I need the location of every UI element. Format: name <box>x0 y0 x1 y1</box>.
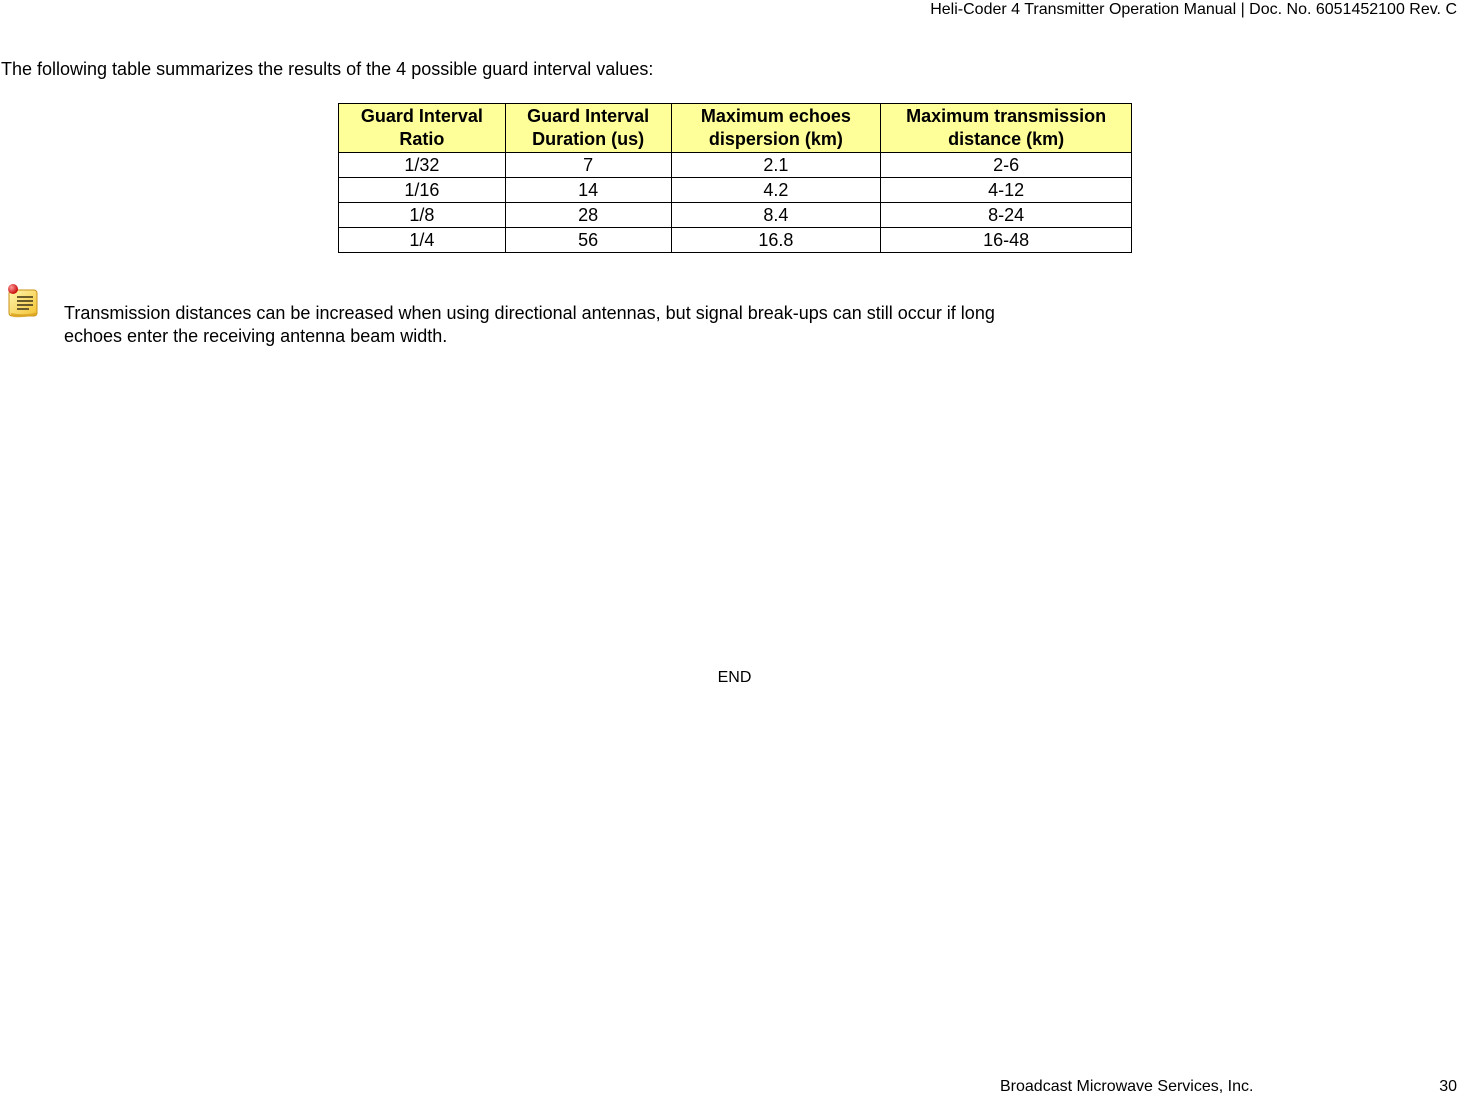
table-cell: 2.1 <box>671 153 881 178</box>
table-cell: 7 <box>505 153 671 178</box>
table-cell: 16-48 <box>881 228 1132 253</box>
table-cell: 8-24 <box>881 203 1132 228</box>
table-cell: 4.2 <box>671 178 881 203</box>
table-cell: 2-6 <box>881 153 1132 178</box>
footer-company: Broadcast Microwave Services, Inc. <box>1000 1078 1254 1095</box>
note-icon <box>6 282 40 320</box>
table-header-row <box>339 104 1132 153</box>
table-row <box>339 228 1132 253</box>
column-header-echo-dispersion: Maximum echoes dispersion (km) <box>671 104 881 153</box>
column-header-ratio: Guard Interval Ratio <box>339 104 506 153</box>
column-header-duration: Guard Interval Duration (us) <box>505 104 671 153</box>
table-cell: 14 <box>505 178 671 203</box>
table-cell: 1/32 <box>339 153 506 178</box>
table-cell: 28 <box>505 203 671 228</box>
end-marker: END <box>717 669 752 686</box>
table-cell: 4-12 <box>881 178 1132 203</box>
page-number: 30 <box>1439 1078 1457 1095</box>
table-row <box>339 203 1132 228</box>
intro-paragraph: The following table summarizes the results of the 4 possible guard interval values: <box>1 59 654 79</box>
note-text: Transmission distances can be increased when using directional antennas, but signal break-ups can still occur if long echoes enter the receiving antenna beam width. <box>64 303 995 346</box>
table-row <box>339 178 1132 203</box>
table-cell: 56 <box>505 228 671 253</box>
table-row <box>339 153 1132 178</box>
page-header: Heli-Coder 4 Transmitter Operation Manual | Doc. No. 6051452100 Rev. C <box>930 1 1457 18</box>
table-cell: 1/4 <box>339 228 506 253</box>
table-cell: 16.8 <box>671 228 881 253</box>
column-header-transmission-distance: Maximum transmission distance (km) <box>881 104 1132 153</box>
guard-interval-table <box>338 103 1132 253</box>
table-cell: 8.4 <box>671 203 881 228</box>
table-cell: 1/16 <box>339 178 506 203</box>
table-cell: 1/8 <box>339 203 506 228</box>
